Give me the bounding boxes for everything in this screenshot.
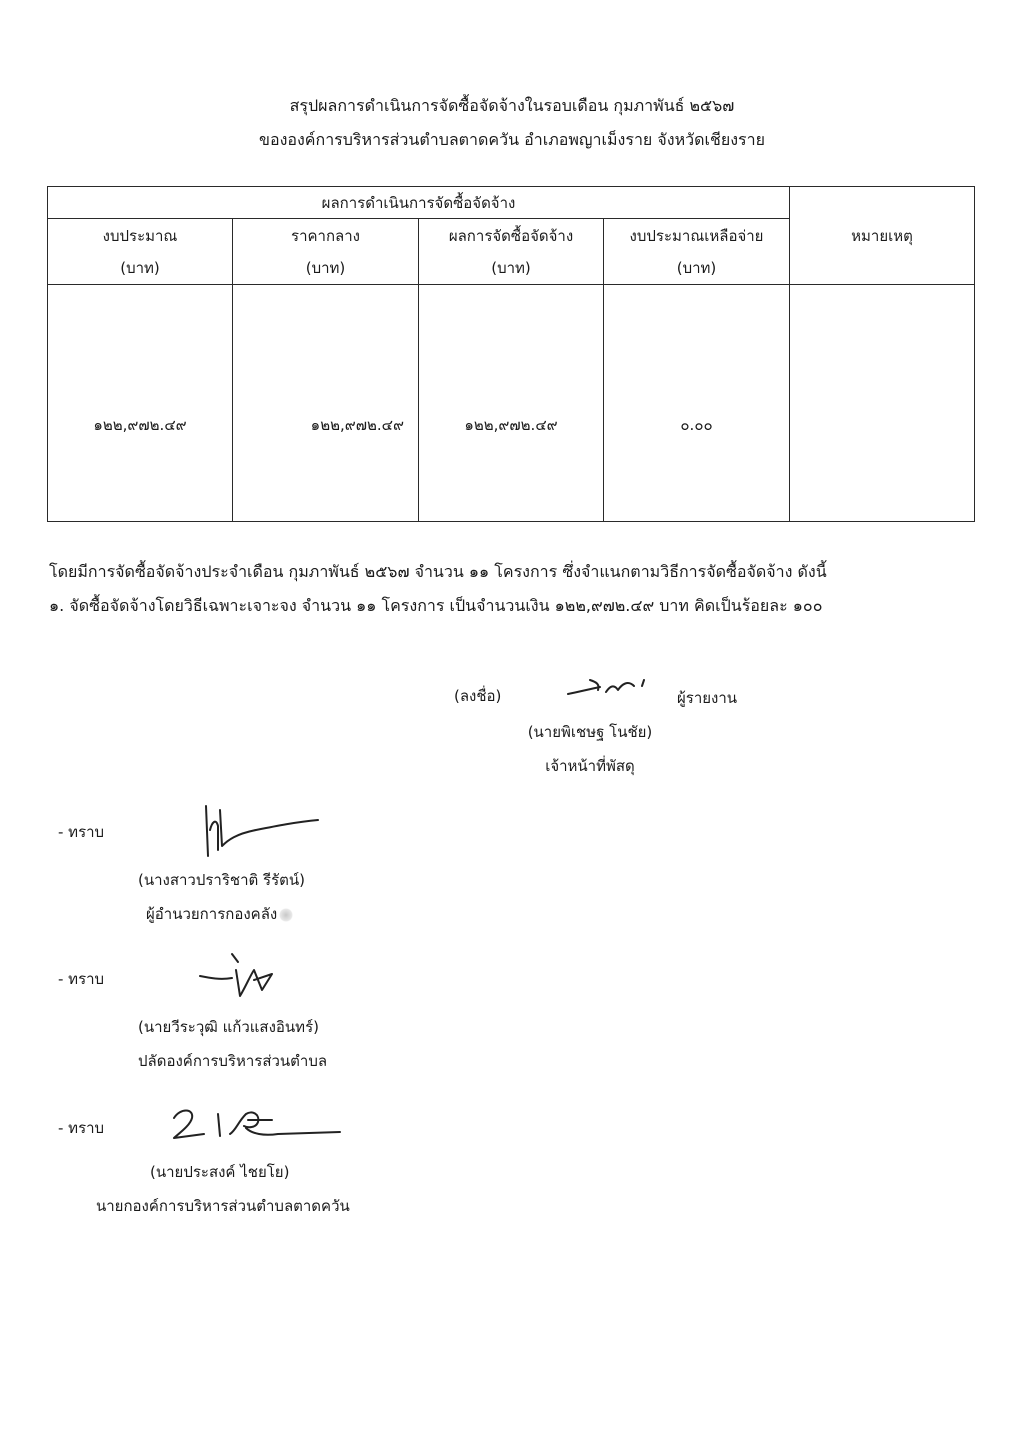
median-price-value: ๑๒๒,๙๗๒.๔๙ [310,416,404,434]
reporter-role: ผู้รายงาน [677,689,738,707]
ack-position-3: นายกองค์การบริหารส่วนตำบลตาดควัน [96,1197,350,1215]
deputy-chief-signature [196,950,286,1006]
column-unit: (บาท) [120,258,160,277]
summary-line-2: ๑. จัดซื้อจัดจ้างโดยวิธีเฉพาะเจาะจง จำนวน ๑๑ โครงการ เป็นจำนวนเงิน ๑๒๒,๙๗๒.๔๙ บาท คิดเป็นร้อยละ ๑๐๐ [49,596,823,615]
procurement-summary-table [47,186,975,522]
cell-median-price [233,285,419,522]
sign-label: (ลงชื่อ) [454,687,502,705]
column-header-procurement-result [419,219,604,285]
finance-director-signature [196,800,326,864]
column-header-median-price [233,219,419,285]
document-title-line-2: ขององค์การบริหารส่วนตำบลตาดควัน อำเภอพญาเม็งราย จังหวัดเชียงราย [259,130,765,149]
ack-label: - ทราบ [58,1119,105,1137]
cell-budget [48,285,233,522]
reporter-signature [560,672,660,702]
column-label: งบประมาณ [102,226,178,245]
budget-value: ๑๒๒,๙๗๒.๔๙ [93,416,187,434]
cell-remark [790,285,975,522]
column-unit: (บาท) [305,258,346,277]
ack-position-1 [146,902,293,926]
ack-name-2: (นายวีระวุฒิ แก้วแสงอินทร์) [138,1018,319,1036]
stamp-smudge-icon [279,908,293,922]
ack-position-2: ปลัดองค์การบริหารส่วนตำบล [138,1052,328,1070]
reporter-position: เจ้าหน้าที่พัสดุ [545,757,635,775]
group-header: ผลการดำเนินการจัดซื้อจัดจ้าง [48,187,790,219]
mayor-signature [168,1104,348,1144]
remaining-budget-value: ๐.๐๐ [680,416,713,434]
table-row [48,285,975,522]
cell-procurement-result [419,285,604,522]
column-label: ผลการจัดซื้อจัดจ้าง [448,226,574,245]
column-unit: (บาท) [491,258,531,277]
procurement-result-value: ๑๒๒,๙๗๒.๔๙ [464,416,558,434]
reporter-name: (นายพิเชษฐ โนชัย) [527,723,653,741]
ack-label: - ทราบ [58,970,105,988]
column-unit: (บาท) [676,258,717,277]
column-header-remaining-budget [604,219,790,285]
column-label: ราคากลาง [291,226,360,245]
column-header-budget [48,219,233,285]
cell-remaining-budget [604,285,790,522]
remark-header: หมายเหตุ [790,187,975,285]
ack-name-3: (นายประสงค์ ไชยโย) [150,1163,290,1181]
summary-line-1: โดยมีการจัดซื้อจัดจ้างประจำเดือน กุมภาพันธ์ ๒๕๖๗ จำนวน ๑๑ โครงการ ซึ่งจำแนกตามวิธีการจัดซื้อจัดจ้าง ดังนี้ [49,562,827,581]
document-title-line-1: สรุปผลการดำเนินการจัดซื้อจัดจ้างในรอบเดือน กุมภาพันธ์ ๒๕๖๗ [289,96,735,115]
ack-position-1-text: ผู้อำนวยการกองคลัง [146,905,278,923]
ack-name-1: (นางสาวปราริชาติ รีรัตน์) [138,871,305,889]
column-label: งบประมาณเหลือจ่าย [629,226,764,245]
ack-label: - ทราบ [58,823,105,841]
